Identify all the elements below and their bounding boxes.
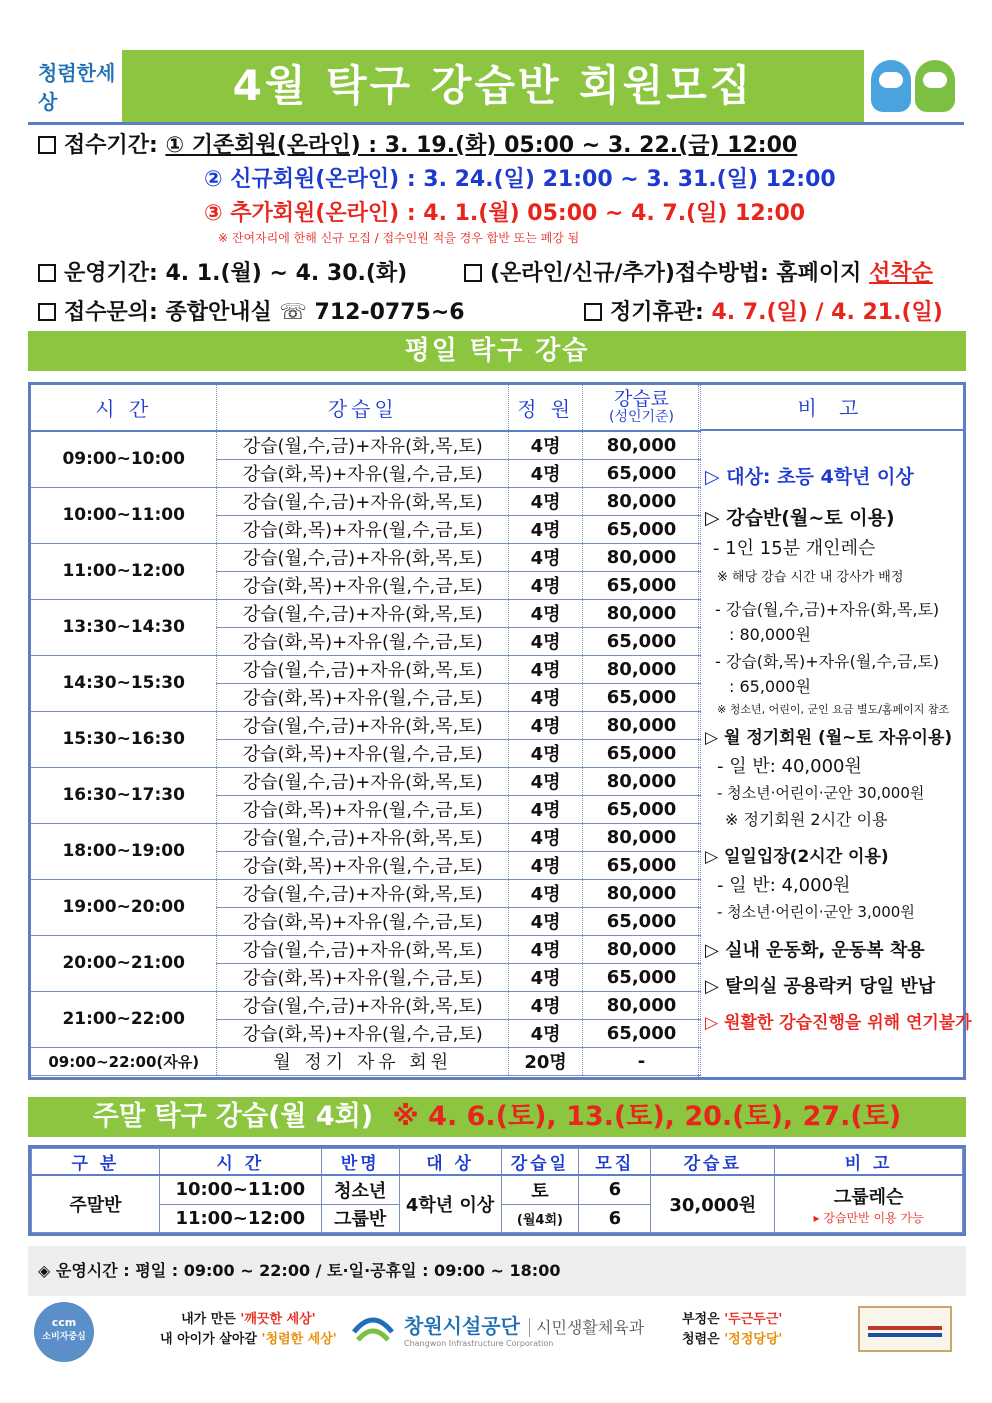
remark-monthly: ▷ 월 정기회원 (월~토 자유이용) [705,728,953,748]
capacity-b: 4명 [509,515,583,543]
checkbox-icon [38,303,56,321]
weekday-remarks [705,432,972,1033]
we-remark-2: ▸ 강습만반 이용 가능 [813,1210,924,1225]
fee-a: 80,000 [583,599,701,627]
dept-name: 시민생활체육과 [529,1318,644,1337]
motto-line-2 [682,1330,782,1350]
weekend-table-frame [28,1145,966,1236]
table-row [31,767,701,795]
capacity-b: 4명 [509,739,583,767]
mascot-image [868,55,958,117]
fee-a: 80,000 [583,879,701,907]
capacity-a: 4명 [509,599,583,627]
class-days-b: 강습(화,목)+자유(월,수,금,토) [217,907,509,935]
capacity-a: 4명 [509,935,583,963]
fee-b: 65,000 [583,795,701,823]
table-row [31,1047,701,1075]
we-col-class: 반명 [321,1149,399,1176]
motto [682,1310,782,1350]
we-col-type: 구 분 [32,1149,160,1176]
capacity-b: 4명 [509,627,583,655]
motto-1b: '두근두근' [724,1312,783,1327]
table-row [31,935,701,963]
closed-value: 4. 7.(일) / 4. 21.(일) [711,300,943,325]
col-days: 강습일 [217,385,509,431]
we-fee: 30,000원 [651,1175,775,1233]
motto-1a: 부정은 [682,1312,725,1327]
fee-b: 65,000 [583,459,701,487]
slogan [160,1310,337,1350]
method-label: (온라인/신규/추가)접수방법: 홈페이지 [490,261,870,286]
class-days-a: 강습(월,수,금)+자유(화,목,토) [217,767,509,795]
capacity-b: 4명 [509,907,583,935]
weekend-section-title [28,1097,966,1137]
col-capacity: 정 원 [509,385,583,431]
remark-class-3-fee: : 80,000원 [729,625,811,644]
remark-daily-1: - 일 반: 4,000원 [717,875,851,896]
fee-b: 65,000 [583,851,701,879]
we-col-fee: 강습료 [651,1149,775,1176]
fee-a: 80,000 [583,543,701,571]
class-days-b: 강습(화,목)+자유(월,수,금,토) [217,739,509,767]
org-name: 창원시설공단 [404,1314,520,1338]
reg-existing: ① 기존회원(온라인) : 3. 19.(화) 05:00 ~ 3. 22.(금) 12:00 [165,133,798,158]
checkbox-icon [38,264,56,282]
remark-class: ▷ 강습반(월~토 이용) [705,507,895,529]
weekend-dates: ※ 4. 6.(토), 13.(토), 20.(토), 27.(토) [392,1101,902,1132]
fee-a: 80,000 [583,655,701,683]
capacity-b: 4명 [509,1019,583,1047]
fee-a: 80,000 [583,991,701,1019]
weekday-table [31,385,701,1076]
class-days-a: 강습(월,수,금)+자유(화,목,토) [217,487,509,515]
slogan-1b: '깨끗한 세상' [240,1312,316,1327]
mascot-green-icon [915,60,955,112]
contact-text: 접수문의: 종합안내실 ☏ 712-0775~6 [64,300,465,325]
we-target: 4학년 이상 [399,1175,501,1233]
we-col-time: 시 간 [159,1149,321,1176]
time-slot: 18:00~19:00 [31,823,217,879]
we-class-2: 그룹반 [321,1204,399,1233]
table-row [31,487,701,515]
capacity-a: 4명 [509,543,583,571]
class-days-b: 강습(화,목)+자유(월,수,금,토) [217,515,509,543]
capacity-a: 4명 [509,767,583,795]
fee-b: 65,000 [583,907,701,935]
method-row [464,256,933,287]
remark-class-note: ※ 청소년, 어린이, 군인 요금 별도/홈페이지 참조 [717,703,950,716]
certification-seal-icon [858,1306,952,1352]
ccm-text: ccm [51,1316,77,1329]
class-days-a: 강습(월,수,금)+자유(화,목,토) [217,711,509,739]
capacity-a: 4명 [509,655,583,683]
fee-b: 65,000 [583,683,701,711]
class-days-b: 강습(화,목)+자유(월,수,금,토) [217,459,509,487]
fee-b: 65,000 [583,963,701,991]
class-days-b: 강습(화,목)+자유(월,수,금,토) [217,1019,509,1047]
remark-class-2: ※ 해당 강습 시간 내 강사가 배정 [717,570,904,585]
we-col-day: 강습일 [501,1149,579,1176]
checkbox-icon [38,136,56,154]
capacity-b: 4명 [509,683,583,711]
fee-a: 80,000 [583,767,701,795]
motto-2a: 청렴은 [682,1332,725,1347]
contact-row [38,295,465,326]
we-count-1: 6 [579,1175,651,1204]
capacity-a: 4명 [509,711,583,739]
we-remark-1: 그룹레슨 [833,1186,904,1208]
time-slot: 14:30~15:30 [31,655,217,711]
fee-b: 65,000 [583,515,701,543]
remark-daily-2: - 청소년·어린이·군안 3,000원 [717,903,915,921]
capacity-a: 4명 [509,823,583,851]
table-row [31,879,701,907]
fee-a: 80,000 [583,431,701,459]
remark-monthly-2: - 청소년·어린이·군안 30,000원 [717,784,925,802]
org-en: Changwon Infrastructure Corporation [404,1339,554,1348]
we-time-2: 11:00~12:00 [159,1204,321,1233]
class-days-a: 강습(월,수,금)+자유(화,목,토) [217,543,509,571]
remark-rule-3: ▷ 원활한 강습진행을 위해 연기불가 [705,1013,972,1033]
fee-a: 80,000 [583,935,701,963]
time-slot: 15:30~16:30 [31,711,217,767]
time-slot: 19:00~20:00 [31,879,217,935]
we-day-2: (월4회) [501,1204,579,1233]
operating-hours: ◈ 운영시간 : 평일 : 09:00 ~ 22:00 / 토·일·공휴일 : 09:00 ~ 18:00 [28,1246,966,1296]
remark-class-1: - 1인 15분 개인레슨 [713,538,876,559]
col-fee [583,385,701,431]
capacity-b: 4명 [509,851,583,879]
remark-class-3: - 강습(월,수,금)+자유(화,목,토) [715,600,940,619]
remarks-divider [698,385,700,1077]
table-row [31,599,701,627]
corporation-logo-icon [350,1312,396,1352]
remark-rule-2: ▷ 탈의실 공용락커 당일 반납 [705,976,936,997]
time-slot: 16:30~17:30 [31,767,217,823]
class-days-a: 강습(월,수,금)+자유(화,목,토) [217,655,509,683]
col-time: 시 간 [31,385,217,431]
time-slot: 20:00~21:00 [31,935,217,991]
remark-class-4-fee: : 65,000원 [729,677,811,696]
free-capacity: 20명 [509,1047,583,1075]
class-days-a: 강습(월,수,금)+자유(화,목,토) [217,935,509,963]
capacity-b: 4명 [509,963,583,991]
table-row [31,711,701,739]
remark-monthly-1: - 일 반: 40,000원 [717,756,862,777]
col-remarks: 비 고 [701,385,963,431]
table-row [31,431,701,459]
fee-b: 65,000 [583,1019,701,1047]
mascot-blue-icon [871,60,911,112]
slogan-line-2 [160,1330,337,1350]
ccm-logo [34,1302,94,1362]
we-type: 주말반 [32,1175,160,1233]
class-days-b: 강습(화,목)+자유(월,수,금,토) [217,683,509,711]
reg-new: ② 신규회원(온라인) : 3. 24.(일) 21:00 ~ 3. 31.(일) 12:00 [204,167,836,192]
class-days-b: 강습(화,목)+자유(월,수,금,토) [217,627,509,655]
capacity-a: 4명 [509,991,583,1019]
time-slot: 21:00~22:00 [31,991,217,1047]
class-days-a: 강습(월,수,금)+자유(화,목,토) [217,431,509,459]
time-slot: 13:30~14:30 [31,599,217,655]
free-time: 09:00~22:00(자유) [31,1047,217,1075]
reg-note: ※ 잔여자리에 한해 신규 모집 / 접수인원 적을 경우 합반 또는 폐강 됨 [218,231,580,245]
slogan-line-1 [160,1310,337,1330]
time-slot: 10:00~11:00 [31,487,217,543]
page-title: 4월 탁구 강습반 회원모집 [122,50,864,122]
we-col-count: 모집 [579,1149,651,1176]
class-days-b: 강습(화,목)+자유(월,수,금,토) [217,571,509,599]
period-row [38,256,407,287]
slogan-2b: '청렴한 세상' [261,1332,337,1347]
table-row [31,543,701,571]
method-value: 선착순 [869,261,933,286]
remark-monthly-3: ※ 정기회원 2시간 이용 [725,810,888,829]
capacity-a: 4명 [509,879,583,907]
capacity-b: 4명 [509,459,583,487]
checkbox-icon [584,303,602,321]
divider [28,122,964,125]
class-days-b: 강습(화,목)+자유(월,수,금,토) [217,795,509,823]
we-col-target: 대 상 [399,1149,501,1176]
fee-b: 65,000 [583,627,701,655]
table-row [31,655,701,683]
table-row [32,1175,963,1204]
we-col-remark: 비 고 [775,1149,963,1176]
we-time-1: 10:00~11:00 [159,1175,321,1204]
class-days-a: 강습(월,수,금)+자유(화,목,토) [217,823,509,851]
slogan-2a: 내 아이가 살아갈 [160,1332,262,1347]
capacity-b: 4명 [509,571,583,599]
fee-a: 80,000 [583,823,701,851]
period-text: 운영기간: 4. 1.(월) ~ 4. 30.(화) [64,261,408,286]
capacity-a: 4명 [509,487,583,515]
class-days-a: 강습(월,수,금)+자유(화,목,토) [217,991,509,1019]
weekend-header [32,1149,963,1176]
logo-text: 청렴한세상 [38,61,116,114]
table-row [31,991,701,1019]
reg-label: 접수기간: [64,133,158,158]
registration-row-1 [38,128,797,159]
remark-target: ▷ 대상: 초등 4학년 이상 [705,466,914,488]
slogan-1a: 내가 만든 [181,1312,241,1327]
time-slot: 09:00~10:00 [31,431,217,487]
free-desc: 월 정기 자유 회원 [217,1047,509,1075]
col-fee-label: 강습료 [613,387,670,410]
closed-label: 정기휴관: [610,300,712,325]
remark-daily: ▷ 일일입장(2시간 이용) [705,847,889,867]
weekend-table [31,1148,963,1233]
closed-row [584,295,943,326]
we-day-1: 토 [501,1175,579,1204]
we-remark [775,1175,963,1233]
weekend-title: 주말 탁구 강습(월 4회) [92,1101,374,1132]
time-slot: 11:00~12:00 [31,543,217,599]
fee-b: 65,000 [583,739,701,767]
table-header [31,385,701,431]
remark-class-4: - 강습(화,목)+자유(월,수,금,토) [715,652,940,671]
capacity-b: 4명 [509,795,583,823]
class-days-b: 강습(화,목)+자유(월,수,금,토) [217,851,509,879]
class-days-a: 강습(월,수,금)+자유(화,목,토) [217,599,509,627]
we-count-2: 6 [579,1204,651,1233]
corporation-name [404,1310,644,1348]
free-fee: - [583,1047,701,1075]
class-days-a: 강습(월,수,금)+자유(화,목,토) [217,879,509,907]
fee-a: 80,000 [583,487,701,515]
table-row [31,823,701,851]
capacity-a: 4명 [509,431,583,459]
fee-a: 80,000 [583,711,701,739]
ccm-subtext: 소비자중심 [42,1332,86,1342]
motto-line-1 [682,1310,782,1330]
motto-2b: '정정당당' [724,1332,783,1347]
weekday-section-title: 평일 탁구 강습 [28,331,966,371]
fee-b: 65,000 [583,571,701,599]
integrity-logo [38,61,118,114]
class-days-b: 강습(화,목)+자유(월,수,금,토) [217,963,509,991]
reg-additional: ③ 추가회원(온라인) : 4. 1.(월) 05:00 ~ 4. 7.(일) 12:00 [204,201,806,226]
remark-rule-1: ▷ 실내 운동화, 운동복 착용 [705,940,925,961]
checkbox-icon [464,264,482,282]
we-class-1: 청소년 [321,1175,399,1204]
col-fee-sub: (성인기준) [609,408,675,425]
